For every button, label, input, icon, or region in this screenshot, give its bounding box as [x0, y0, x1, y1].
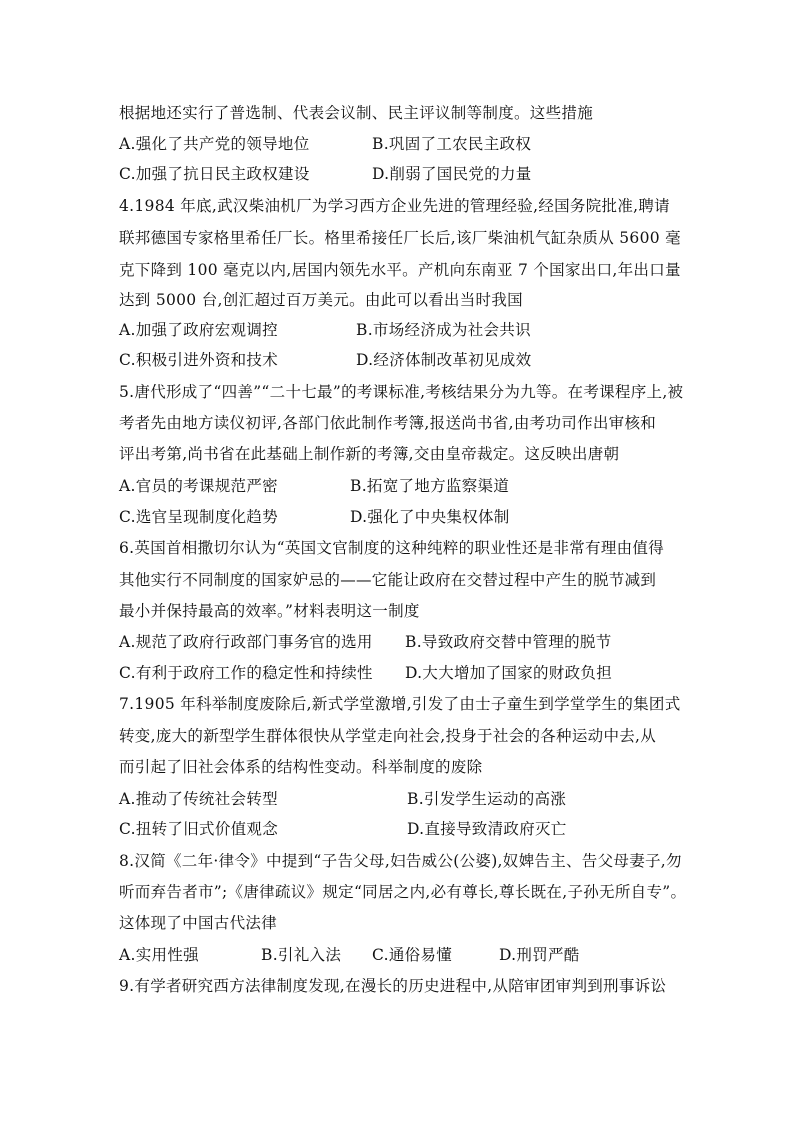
q6-option-a: A.规范了政府行政部门事务官的选用: [119, 633, 373, 651]
q7-option-a: A.推动了传统社会转型: [119, 790, 278, 808]
q4-text-line-2: 联邦德国专家格里希任厂长。格里希接任厂长后,该厂柴油机气缸杂质从 5600 毫: [119, 229, 681, 247]
q6-option-b: B.导致政府交替中管理的脱节: [405, 633, 612, 651]
q7-option-b: B.引发学生运动的高涨: [407, 790, 567, 808]
q4-text-line-4: 达到 5000 台,创汇超过百万美元。由此可以看出当时我国: [119, 291, 523, 309]
q6-text-line-1: 6.英国首相撒切尔认为“英国文官制度的这种纯粹的职业性还是非常有理由值得: [119, 539, 665, 557]
q8-text-line-3: 这体现了中国古代法律: [119, 914, 278, 932]
q7-text-line-1: 7.1905 年科举制度废除后,新式学堂激增,引发了由士子童生到学堂学生的集团式: [119, 695, 681, 713]
q3-option-b: B.巩固了工农民主政权: [372, 135, 532, 153]
q8-text-line-1: 8.汉简《二年·律令》中提到“子告父母,妇告威公(公婆),奴婢告主、告父母妻子,勿: [119, 852, 682, 870]
q4-text-line-3: 克下降到 100 毫克以内,居国内领先水平。产机向东南亚 7 个国家出口,年出口量: [119, 261, 681, 279]
q4-text-line-1: 4.1984 年底,武汉柴油机厂为学习西方企业先进的管理经验,经国务院批准,聘请: [119, 197, 670, 215]
q8-option-b: B.引礼入法: [261, 946, 342, 964]
q5-text-line-3: 评出考第,尚书省在此基础上制作新的考簿,交由皇帝裁定。这反映出唐朝: [119, 445, 620, 463]
q4-option-c: C.积极引进外资和技术: [119, 351, 279, 369]
q7-text-line-3: 而引起了旧社会体系的结构性变动。科举制度的废除: [119, 758, 483, 776]
q3-option-d: D.削弱了国民党的力量: [372, 165, 532, 183]
q6-option-c: C.有利于政府工作的稳定性和持续性: [119, 664, 373, 682]
q4-option-a: A.加强了政府宏观调控: [119, 321, 278, 339]
q6-option-d: D.大大增加了国家的财政负担: [405, 664, 613, 682]
q3-option-a: A.强化了共产党的领导地位: [119, 135, 310, 153]
q5-option-d: D.强化了中央集权体制: [350, 508, 510, 526]
q7-option-d: D.直接导致清政府灭亡: [407, 820, 567, 838]
q3-text-line-1: 根据地还实行了普选制、代表会议制、民主评议制等制度。这些措施: [119, 104, 594, 122]
q8-text-line-2: 听而弃告者市”;《唐律疏议》规定“同居之内,必有尊长,尊长既在,子孙无所自专”。: [119, 883, 687, 901]
q8-option-a: A.实用性强: [119, 946, 199, 964]
q8-option-d: D.刑罚严酷: [499, 946, 580, 964]
q5-option-b: B.拓宽了地方监察渠道: [350, 477, 510, 495]
q4-option-b: B.市场经济成为社会共识: [356, 321, 531, 339]
q8-option-c: C.通俗易懂: [372, 946, 453, 964]
q7-option-c: C.扭转了旧式价值观念: [119, 820, 279, 838]
q9-text-line-1: 9.有学者研究西方法律制度发现,在漫长的历史进程中,从陪审团审判到刑事诉讼: [119, 977, 667, 995]
q4-option-d: D.经济体制改革初见成效: [356, 351, 532, 369]
q5-option-c: C.选官呈现制度化趋势: [119, 508, 279, 526]
q7-text-line-2: 转变,庞大的新型学生群体很快从学堂走向社会,投身于社会的各种运动中去,从: [119, 727, 657, 745]
q3-option-c: C.加强了抗日民主政权建设: [119, 165, 310, 183]
q6-text-line-3: 最小并保持最高的效率。”材料表明这一制度: [119, 602, 420, 620]
q5-text-line-2: 考者先由地方读仪初评,各部门依此制作考簿,报送尚书省,由考功司作出审核和: [119, 414, 657, 432]
q5-text-line-1: 5.唐代形成了“四善”“二十七最”的考课标准,考核结果分为九等。在考课程序上,被: [119, 383, 684, 401]
q5-option-a: A.官员的考课规范严密: [119, 477, 278, 495]
q6-text-line-2: 其他实行不同制度的国家妒忌的——它能让政府在交替过程中产生的脱节减到: [119, 571, 657, 589]
